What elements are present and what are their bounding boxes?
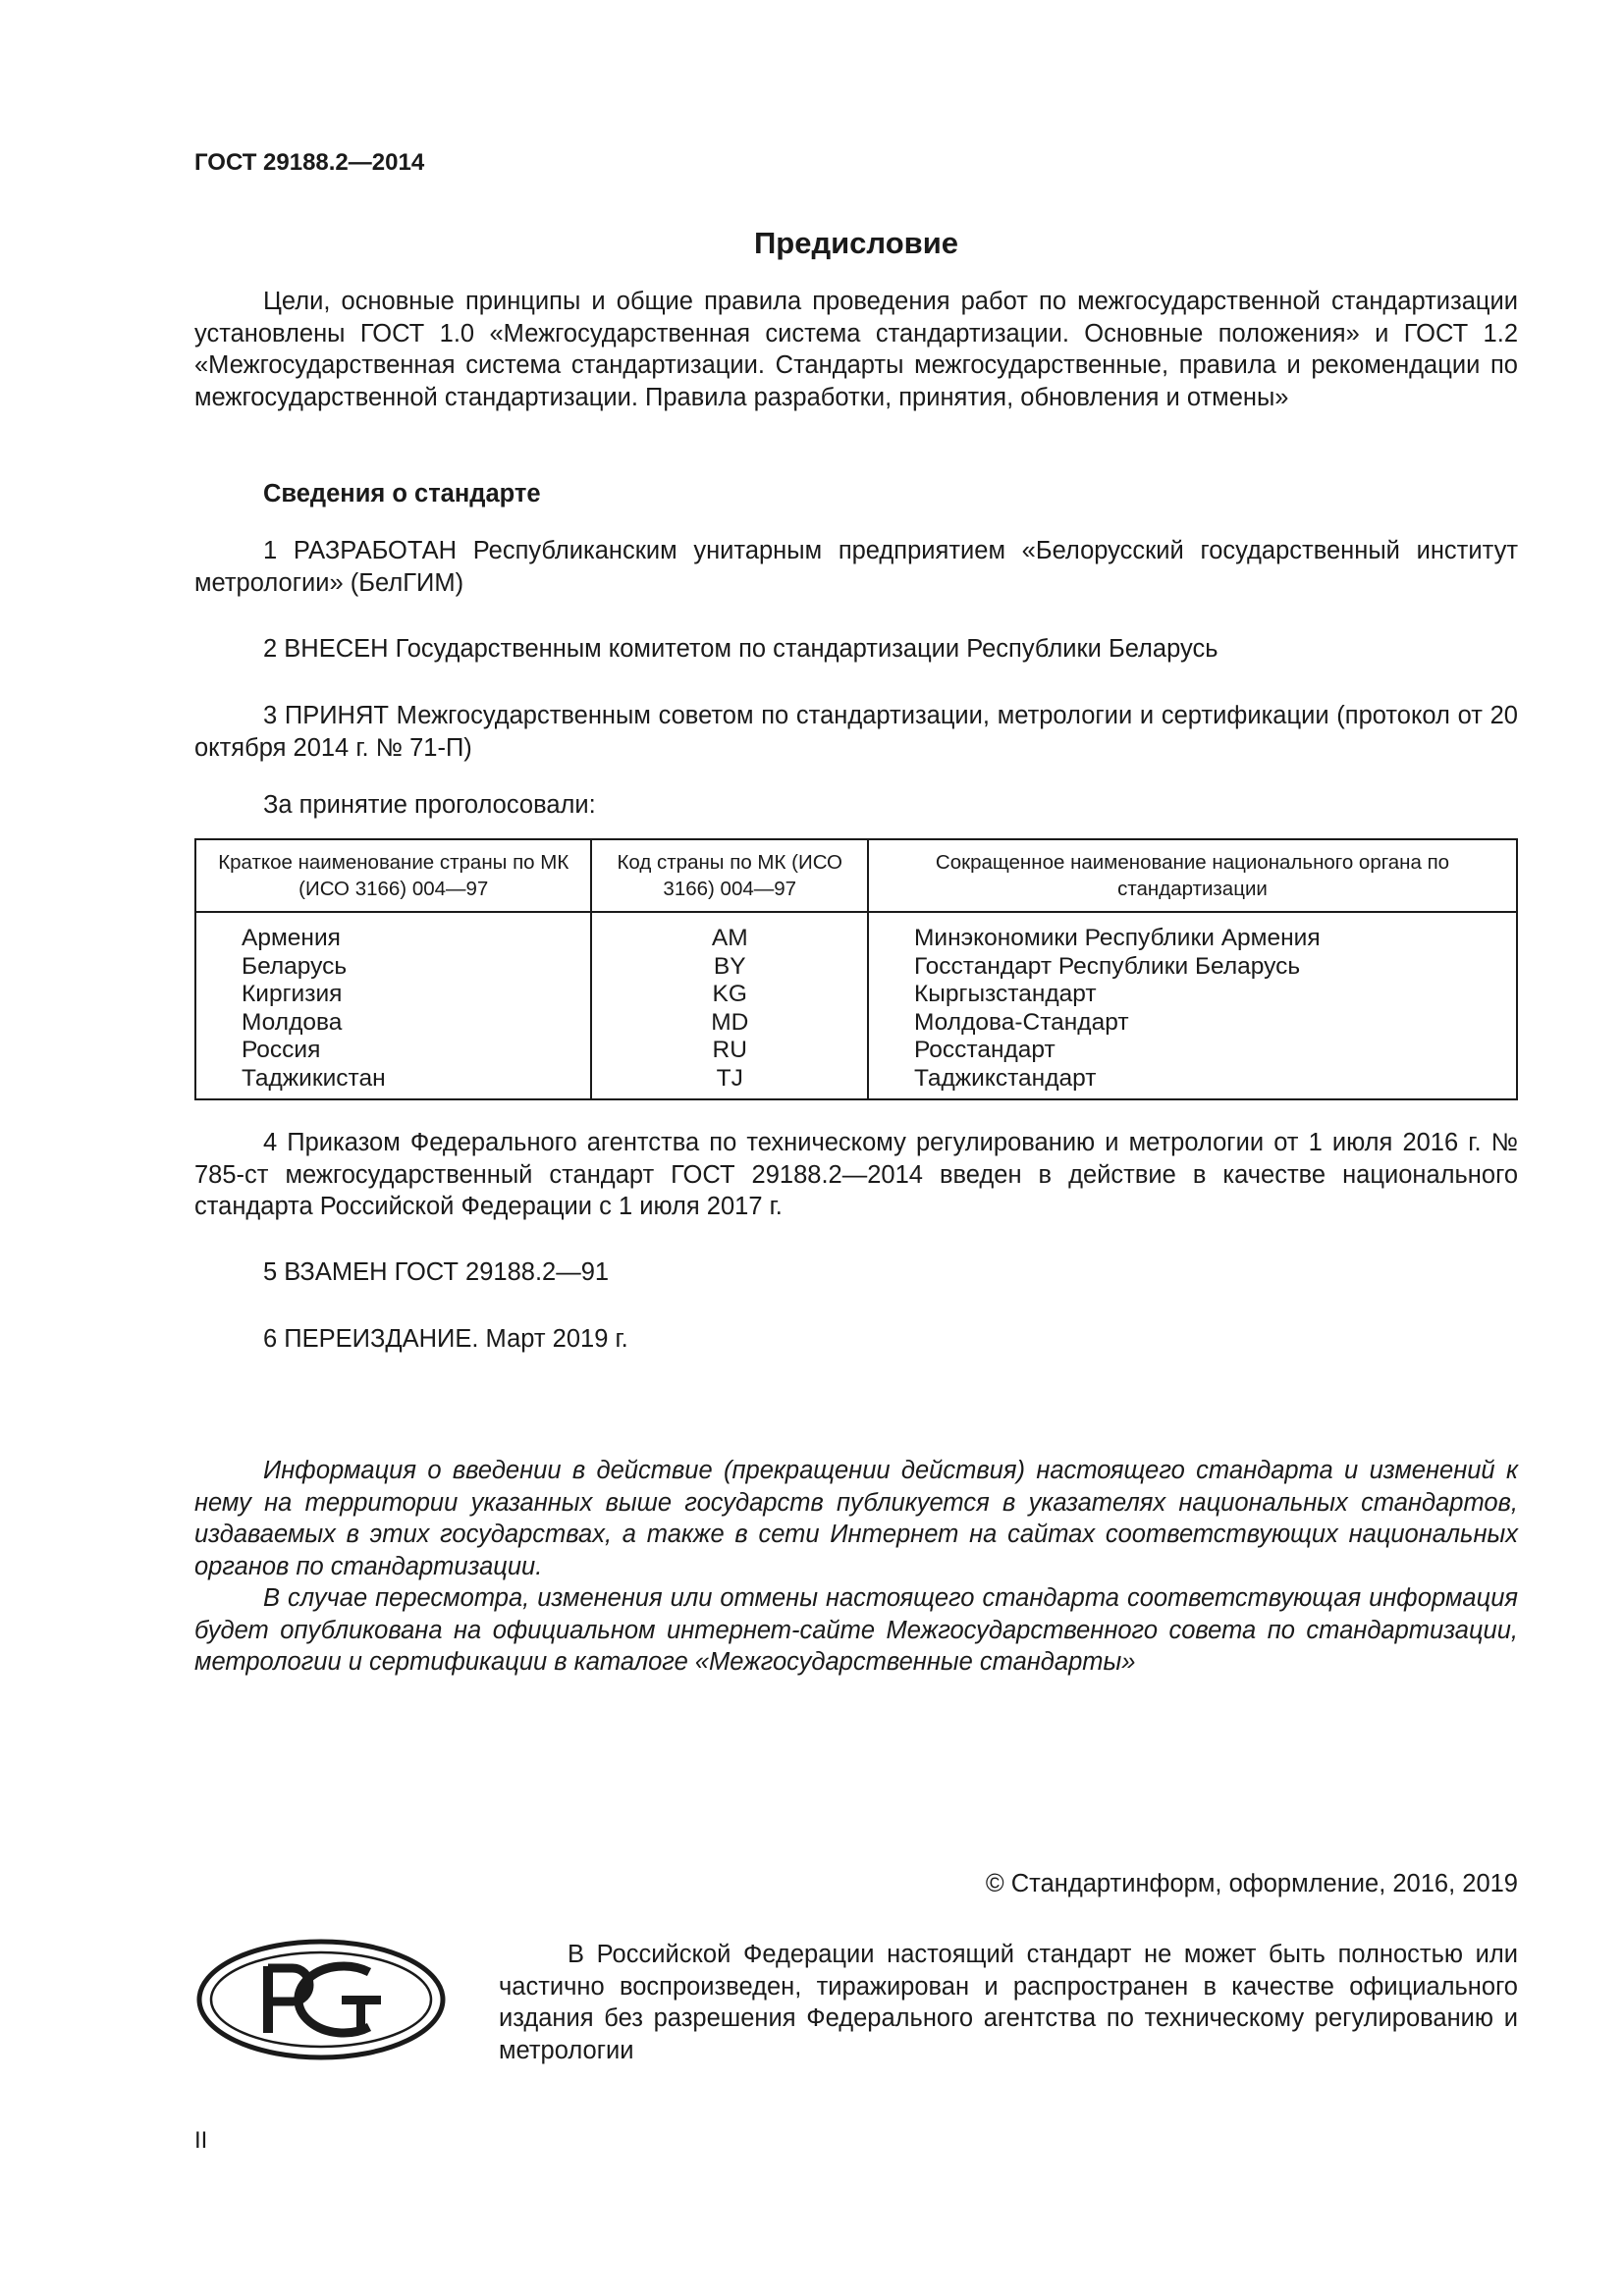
column-header-code: Код страны по МК (ИСО 3166) 004—97 bbox=[591, 839, 868, 912]
info-heading: Сведения о стандарте bbox=[263, 480, 541, 507]
item-developed-text: 1 РАЗРАБОТАН Республиканским унитарным предприятием «Белорусский государственный институт метрологии» (БелГИМ) bbox=[194, 537, 1518, 597]
item-adopted bbox=[194, 700, 1518, 764]
rst-logo-graphic bbox=[194, 1937, 448, 2062]
body-cell bbox=[868, 912, 1517, 1099]
country-name: Таджикистан bbox=[242, 1064, 386, 1092]
country-code: AM bbox=[711, 925, 748, 951]
intro-text: Цели, основные принципы и общие правила проведения работ по межгосударственной стандартизации установлены ГОСТ 1.0 «Межгосударственная система стандартизации. Основные положения» и ГОСТ 1.2 «Межгосударственная система стандартизации. Стандарты межгосударственные, правила и рекомендации по межгосударственной стандартизации. Правила разработки, принятия, обновления и отмены» bbox=[194, 288, 1518, 411]
copyright-line: © Стандартинформ, оформление, 2016, 2019 bbox=[985, 1870, 1518, 1897]
table-header-row bbox=[195, 839, 1517, 912]
standards-body: Госстандарт Республики Беларусь bbox=[914, 952, 1301, 980]
votes-table bbox=[194, 838, 1518, 1100]
item-order-text: 4 Приказом Федерального агентства по техническому регулированию и метрологии от 1 июля 2016 г. № 785-ст межгосударственный стандарт ГОСТ 29188.2—2014 введен в действие в качестве национального стандарта Российской Федерации с 1 июля 2017 г. bbox=[194, 1129, 1518, 1220]
country-name: Молдова bbox=[242, 1008, 343, 1036]
country-code: TJ bbox=[716, 1064, 743, 1092]
column-header-country: Краткое наименование страны по МК (ИСО 3166) 004—97 bbox=[195, 839, 591, 912]
standards-body: Кыргызстандарт bbox=[914, 981, 1097, 1007]
copyright-notice bbox=[499, 1939, 1518, 2066]
item-introduced bbox=[194, 633, 1518, 666]
item-adopted-text: 3 ПРИНЯТ Межгосударственным советом по стандартизации, метрологии и сертификации (протокол от 20 октября 2014 г. № 71-П) bbox=[194, 702, 1518, 762]
item-developed bbox=[194, 535, 1518, 599]
code-cell bbox=[591, 912, 868, 1099]
country-code: RU bbox=[712, 1037, 747, 1063]
country-code: MD bbox=[711, 1008, 749, 1036]
item-order bbox=[194, 1127, 1518, 1223]
table-row bbox=[195, 912, 1517, 1099]
standards-body: Росстандарт bbox=[914, 1037, 1056, 1063]
country-code: KG bbox=[712, 981, 747, 1007]
country-name: Беларусь bbox=[242, 952, 348, 980]
item-reissue-text: 6 ПЕРЕИЗДАНИЕ. Март 2019 г. bbox=[263, 1325, 628, 1353]
page-number: II bbox=[194, 2127, 208, 2154]
column-header-body: Сокращенное наименование национального органа по стандартизации bbox=[868, 839, 1517, 912]
country-name: Киргизия bbox=[242, 981, 343, 1007]
document-code-header: ГОСТ 29188.2—2014 bbox=[194, 149, 425, 176]
info-italic-paragraph-1: Информация о введении в действие (прекращении действия) настоящего стандарта и изменений к нему на территории указанных выше государств публикуется в указателях национальных стандартов, издаваемых в этих государствах, а также в сети Интернет на сайтах соответствующих национальных органов по стандартизации. bbox=[194, 1457, 1518, 1580]
country-cell bbox=[195, 912, 591, 1099]
copyright-notice-text: В Российской Федерации настоящий стандарт не может быть полностью или частично воспроизведен, тиражирован и распространен в качестве официального издания без разрешения Федерального агентства по техническому регулированию и метрологии bbox=[499, 1941, 1518, 2064]
country-name: Россия bbox=[242, 1037, 321, 1063]
country-code: BY bbox=[713, 952, 746, 980]
intro-paragraph bbox=[194, 286, 1518, 413]
item-replaces bbox=[194, 1256, 1518, 1289]
standards-body: Минэкономики Республики Армения bbox=[914, 925, 1321, 951]
rst-certification-mark-icon bbox=[194, 1937, 448, 2062]
info-italic-block bbox=[194, 1455, 1518, 1679]
standards-body: Молдова-Стандарт bbox=[914, 1008, 1129, 1036]
country-name: Армения bbox=[242, 925, 341, 951]
standards-body: Таджикстандарт bbox=[914, 1064, 1097, 1092]
info-italic-paragraph-2: В случае пересмотра, изменения или отмены настоящего стандарта соответствующая информация будет опубликована на официальном интернет-сайте Межгосударственного совета по стандартизации, метрологии и сертификации в каталоге «Межгосударственные стандарты» bbox=[194, 1584, 1518, 1676]
item-reissue bbox=[194, 1323, 1518, 1356]
votes-label: За принятие проголосовали: bbox=[263, 791, 596, 819]
item-replaces-text: 5 ВЗАМЕН ГОСТ 29188.2—91 bbox=[263, 1258, 610, 1286]
item-introduced-text: 2 ВНЕСЕН Государственным комитетом по стандартизации Республики Беларусь bbox=[263, 635, 1218, 663]
page-title: Предисловие bbox=[753, 226, 958, 260]
